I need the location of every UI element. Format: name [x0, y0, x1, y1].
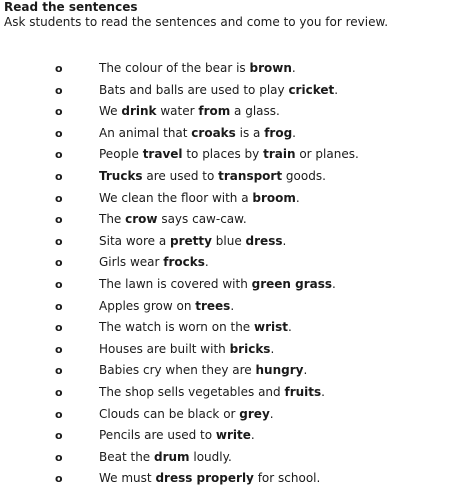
sentence-fragment: We clean the floor with a	[99, 190, 253, 205]
sentence-text	[99, 277, 336, 292]
sentence-item	[0, 255, 451, 277]
sentence-text	[99, 450, 232, 465]
sentence-fragment: Sita wore a	[99, 233, 171, 248]
bullet-marker: o	[55, 277, 63, 291]
sentence-fragment: The lawn is covered with	[99, 276, 252, 291]
sentence-fragment: Bats and balls are used to play	[99, 82, 289, 97]
bullet-marker: o	[55, 299, 63, 313]
sentence-text	[99, 234, 286, 249]
sentence-fragment: The colour of the bear is	[99, 61, 250, 75]
sentence-fragment: The watch is worn on the	[99, 320, 254, 335]
sentence-fragment: goods.	[282, 168, 326, 183]
sentence-fragment: We must	[99, 471, 156, 486]
sentence-item	[0, 385, 451, 407]
sentence-item	[0, 234, 451, 256]
sentence-fragment: People	[99, 147, 143, 162]
sentence-text	[99, 83, 338, 98]
bullet-marker: o	[55, 105, 63, 119]
bold-word: travel	[142, 147, 183, 162]
sentence-text	[99, 320, 292, 335]
sentence-item	[0, 83, 451, 105]
sentence-text	[99, 61, 296, 76]
bullet-marker: o	[55, 407, 63, 421]
sentence-item	[0, 212, 451, 234]
sentence-text	[99, 385, 325, 400]
bold-word: train	[263, 147, 296, 162]
bold-word: Trucks	[99, 168, 143, 183]
bold-word: crow	[125, 212, 158, 227]
sentence-fragment: loudly.	[189, 449, 232, 464]
sentence-fragment: .	[288, 320, 292, 335]
sentence-fragment: Pencils are used to	[99, 428, 216, 443]
sentence-fragment: says caw-caw.	[157, 212, 247, 227]
sentence-item	[0, 299, 451, 321]
sentence-text	[99, 147, 359, 162]
sentence-fragment: .	[334, 82, 339, 97]
sentence-text	[99, 104, 280, 119]
sentence-item	[0, 363, 451, 385]
instruction-text: Ask students to read the sentences and come to you for review.	[4, 15, 389, 29]
sentence-text	[99, 471, 320, 486]
sentence-fragment: .	[292, 125, 296, 140]
bold-word: pretty	[170, 233, 212, 248]
sentence-fragment: .	[250, 428, 255, 443]
sentence-fragment: An animal that	[99, 125, 192, 140]
sentence-item	[0, 277, 451, 299]
sentence-item	[0, 104, 451, 126]
sentence-fragment: to places by	[182, 147, 264, 162]
sentence-text	[99, 299, 234, 314]
bullet-marker: o	[55, 148, 63, 162]
sentence-text	[99, 126, 296, 141]
bullet-marker: o	[55, 234, 63, 248]
sentence-fragment: The	[99, 212, 126, 227]
bullet-marker: o	[55, 364, 63, 378]
bullet-marker: o	[55, 213, 63, 227]
bullet-marker: o	[55, 429, 63, 443]
sentence-fragment: .	[321, 384, 325, 399]
sentence-fragment: .	[269, 406, 274, 421]
bullet-marker: o	[55, 256, 63, 270]
bold-word: dress	[245, 233, 283, 248]
sentence-fragment: Apples grow on	[99, 298, 196, 313]
bold-word: trees	[195, 298, 231, 313]
sentence-item	[0, 471, 451, 493]
sentence-fragment: .	[204, 255, 209, 270]
bold-word: from	[198, 104, 231, 119]
sentence-fragment: Girls wear	[99, 255, 164, 270]
bold-word: hungry	[255, 363, 304, 378]
sentence-fragment: We	[99, 104, 122, 119]
bullet-marker: o	[55, 169, 63, 183]
sentence-fragment: Babies cry when they are	[99, 363, 256, 378]
sentence-text	[99, 363, 307, 378]
bullet-marker: o	[55, 321, 63, 335]
bold-word: drum	[154, 449, 190, 464]
sentence-fragment: is a	[235, 125, 265, 140]
sentence-fragment: .	[282, 233, 287, 248]
sentence-item	[0, 126, 451, 148]
bullet-marker: o	[55, 126, 63, 140]
sentence-item	[0, 450, 451, 472]
bold-word: croaks	[191, 125, 236, 140]
sentence-fragment: a glass.	[230, 104, 280, 119]
bullet-marker: o	[55, 191, 63, 205]
bold-word: frocks	[163, 255, 205, 270]
sentence-item	[0, 428, 451, 450]
bold-word: cricket	[288, 82, 335, 97]
bold-word: broom	[252, 190, 296, 205]
sentence-text	[99, 169, 326, 184]
sentence-fragment: for school.	[253, 471, 321, 486]
sentence-fragment: Clouds can be black or	[99, 406, 240, 421]
sentence-text	[99, 191, 300, 206]
sentence-fragment: or planes.	[295, 147, 359, 162]
bold-word: write	[215, 428, 251, 443]
sentence-fragment: .	[230, 298, 235, 313]
sentence-list	[0, 61, 451, 493]
sentence-fragment: water	[156, 104, 199, 119]
sentence-item	[0, 191, 451, 213]
bold-word: frog	[264, 125, 293, 140]
bold-word: fruits	[284, 384, 322, 399]
sentence-fragment: are used to	[142, 168, 219, 183]
sentence-fragment: .	[291, 61, 296, 75]
sentence-item	[0, 169, 451, 191]
section-heading: Read the sentences	[4, 0, 138, 14]
bullet-marker: o	[55, 342, 63, 356]
bullet-marker: o	[55, 62, 63, 75]
sentence-fragment: The shop sells vegetables and	[99, 384, 285, 399]
bold-word: drink	[121, 104, 157, 119]
sentence-text	[99, 428, 255, 443]
sentence-fragment: .	[295, 190, 300, 205]
bullet-marker: o	[55, 472, 63, 486]
bold-word: brown	[249, 61, 292, 75]
sentence-text	[99, 407, 274, 422]
bold-word: wrist	[254, 320, 288, 335]
bold-word: grey	[239, 406, 270, 421]
bold-word: transport	[218, 168, 283, 183]
sentence-text	[99, 342, 274, 357]
sentence-fragment: .	[332, 276, 336, 291]
sentence-text	[99, 255, 209, 270]
sentence-fragment: blue	[211, 233, 246, 248]
bullet-marker: o	[55, 83, 63, 97]
sentence-fragment: .	[303, 363, 308, 378]
sentence-item	[0, 407, 451, 429]
bold-word: green grass	[251, 276, 333, 291]
bullet-marker: o	[55, 450, 63, 464]
sentence-fragment: Houses are built with	[99, 341, 230, 356]
bullet-marker: o	[55, 385, 63, 399]
sentence-text	[99, 212, 247, 227]
bold-word: dress properly	[155, 471, 254, 486]
sentence-item	[0, 342, 451, 364]
sentence-item	[0, 147, 451, 169]
sentence-fragment: .	[270, 341, 275, 356]
sentence-item	[0, 61, 451, 83]
sentence-fragment: Beat the	[99, 449, 154, 464]
bold-word: bricks	[229, 341, 271, 356]
sentence-item	[0, 320, 451, 342]
